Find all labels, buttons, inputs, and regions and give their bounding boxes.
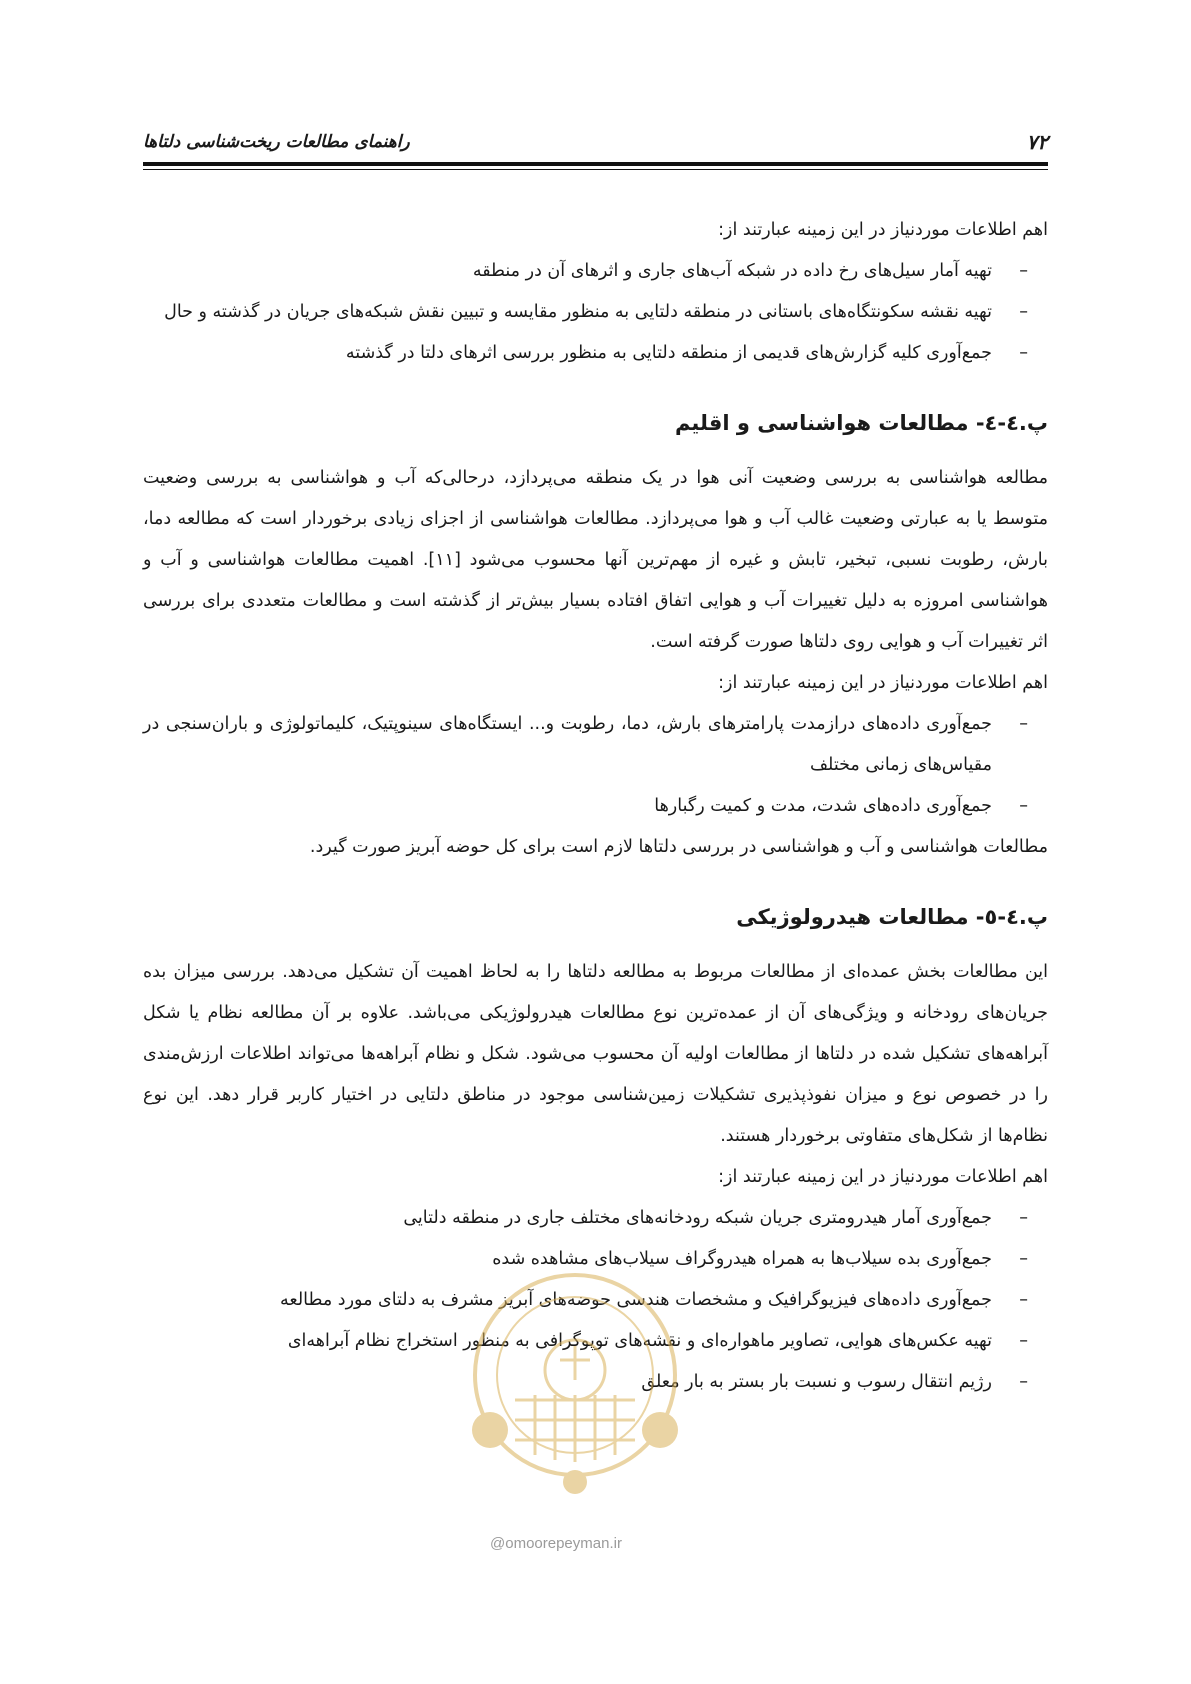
section5-paragraph: این مطالعات بخش عمده‌ای از مطالعات مربوط به مطالعه دلتاها را به لحاظ اهمیت آن تشکیل می‌دهد. بررسی میزان بده جریان‌های رودخانه و ویژگی‌های آن از عمده‌ترین نوع مطالعات هیدرولوژیکی می‌باشد. علاوه بر آن مطالعه نظام یا شکل آبراهه‌های تشکیل شده در دلتاها از مطالعات اولیه آن محسوب می‌شود. شکل و نظام آبراهه‌ها می‌تواند اطلاعات ارزش‌مندی را در خصوص نوع و میزان نفوذپذیری تشکیلات زمین‌شناسی موجود در مناطق دلتایی در اختیار کاربر قرار دهد. این نوع نظام‌ها از شکل‌های متفاوتی برخوردار هستند. <box>143 962 1048 1146</box>
watermark-site-text: @omoorepeyman.ir <box>490 1535 622 1552</box>
section4-list <box>143 704 1048 827</box>
block1-lead: اهم اطلاعات موردنیاز در این زمینه عبارتند از: <box>718 220 1048 240</box>
page-number: ۷۲ <box>1026 130 1048 154</box>
header-rule-thin <box>143 169 1048 170</box>
section4-paragraph: مطالعه هواشناسی به بررسی وضعیت آنی هوا در یک منطقه می‌پردازد، درحالی‌که آب و هواشناسی به بررسی وضعیت متوسط یا به عبارتی وضعیت غالب آب و هوا می‌پردازد. مطالعات هواشناسی از اجزای زیادی برخوردار است که مطالعه دما، بارش، رطوبت نسبی، تبخیر، تابش و غیره از مهم‌ترین آنها محسوب می‌شود [۱۱]. اهمیت مطالعات هواشناسی و آب و هواشناسی امروزه به دلیل تغییرات آب و هوایی اتفاق افتاده بسیار بیش‌تر از گذشته است و مطالعات متعددی برای بررسی اثر تغییرات آب و هوایی روی دلتاها صورت گرفته است. <box>143 468 1048 652</box>
list-item: – رژیم انتقال رسوب و نسبت بار بستر به بار معلق <box>641 1372 1028 1392</box>
list-item: – جمع‌آوری بده سیلاب‌ها به همراه هیدروگراف سیلاب‌های مشاهده شده <box>492 1249 1028 1269</box>
list-item: – تهیه آمار سیل‌های رخ داده در شبکه آب‌های جاری و اثرهای آن در منطقه <box>472 261 1028 281</box>
list-item: – جمع‌آوری داده‌های شدت، مدت و کمیت رگبارها <box>654 796 1028 816</box>
section-heading-meteorology: پ.٤-٤- مطالعات هواشناسی و اقلیم <box>674 411 1048 435</box>
list-item: – جمع‌آوری آمار هیدرومتری جریان شبکه رودخانه‌های مختلف جاری در منطقه دلتایی <box>403 1208 1028 1228</box>
list-item: – تهیه نقشه سکونتگاه‌های باستانی در منطقه دلتایی به منظور مقایسه و تبیین نقش شبکه‌های جریان در گذشته و حال <box>164 302 1028 322</box>
page-header <box>143 118 1048 162</box>
header-rule-thick <box>143 162 1048 166</box>
section4-lead: اهم اطلاعات موردنیاز در این زمینه عبارتند از: <box>718 673 1048 693</box>
running-title: راهنمای مطالعات ریخت‌شناسی دلتاها <box>143 132 410 152</box>
list-item: – جمع‌آوری داده‌های فیزیوگرافیک و مشخصات هندسی حوضه‌های آبریز مشرف به دلتای مورد مطالعه <box>280 1290 1028 1310</box>
list-item: – جمع‌آوری کلیه گزارش‌های قدیمی از منطقه دلتایی به منظور بررسی اثرهای دلتا در گذشته <box>345 343 1028 363</box>
section5-list <box>143 1198 1048 1403</box>
section4-closing: مطالعات هواشناسی و آب و هواشناسی در بررسی دلتاها لازم است برای کل حوضه آبریز صورت گیرد. <box>309 837 1048 857</box>
section5-lead: اهم اطلاعات موردنیاز در این زمینه عبارتند از: <box>718 1167 1048 1187</box>
list-item: – تهیه عکس‌های هوایی، تصاویر ماهواره‌ای و نقشه‌های توپوگرافی به منظور استخراج نظام آبراهه‌ای <box>287 1331 1028 1351</box>
list-item: – جمع‌آوری داده‌های درازمدت پارامترهای بارش، دما، رطوبت و... ایستگاه‌های سینوپتیک، کلیماتولوژی و باران‌سنجی در مقیاس‌های زمانی مختلف <box>143 714 1028 775</box>
section-heading-hydrology: پ.٤-٥- مطالعات هیدرولوژیکی <box>736 905 1048 929</box>
body-text <box>143 210 1048 1403</box>
block1-list <box>143 251 1048 374</box>
